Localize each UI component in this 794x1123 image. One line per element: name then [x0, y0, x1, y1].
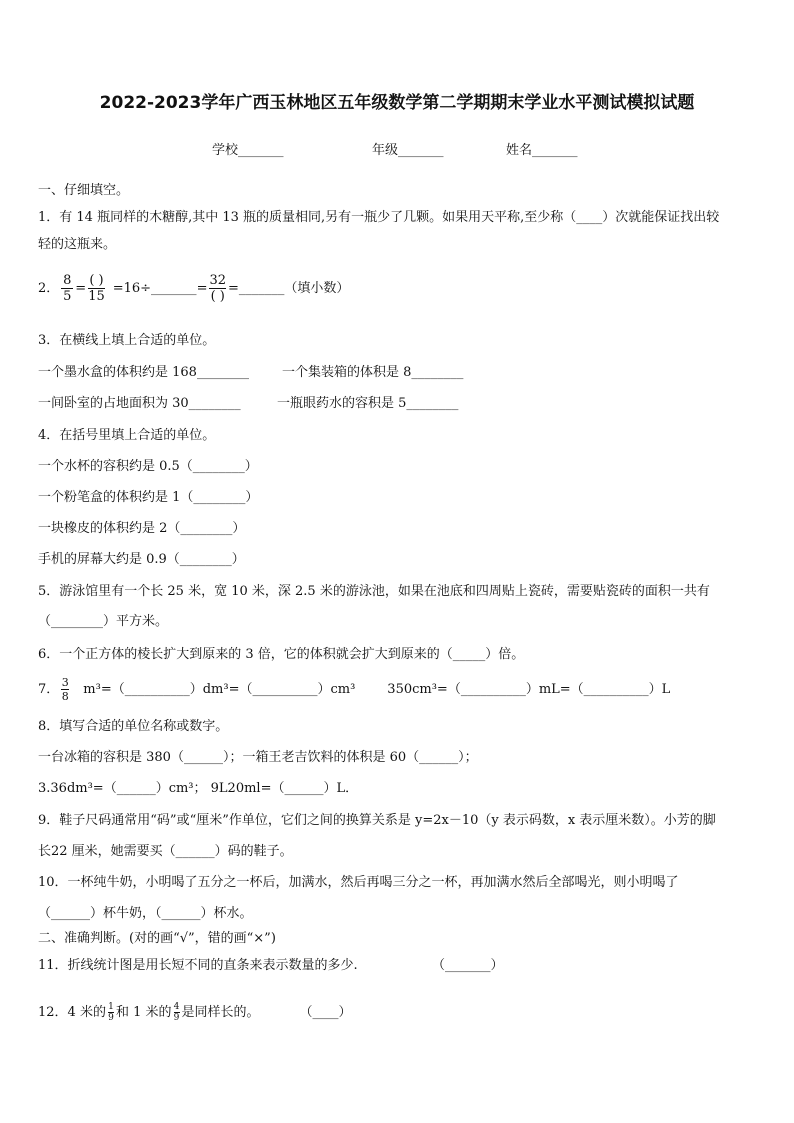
question-3: 3．在横线上填上合适的单位。: [38, 333, 216, 348]
equation-text: =16÷_______: [112, 280, 197, 296]
question-10: 10．一杯纯牛奶，小明喝了五分之一杯后，加满水，然后再喝三分之一杯，再加满水然后全部喝光，则小明喝了: [38, 875, 679, 890]
question-4: 4．在括号里填上合适的单位。: [38, 428, 216, 443]
grade-field[interactable]: 年级_______: [372, 143, 444, 158]
question-4-b: 一个粉笔盒的体积约是 1（________）: [38, 490, 259, 505]
question-number: 2．: [38, 280, 60, 296]
question-number: 7．: [38, 681, 60, 697]
question-4-c: 一块橡皮的体积约是 2（________）: [38, 521, 246, 536]
question-12: [38, 1002, 352, 1023]
conversion-2: 350cm³=（__________）mL=（__________）L: [387, 681, 671, 697]
fraction: $\frac{4}{9}$: [173, 1002, 180, 1023]
question-5: 5．游泳馆里有一个长 25 米，宽 10 米，深 2.5 米的游泳池，如果在池底和四周贴上瓷砖，需要贴瓷砖的面积一共有: [38, 584, 710, 599]
answer-blank[interactable]: （_______）: [432, 958, 504, 973]
question-8-a: 一台冰箱的容积是 380（______）；一箱王老吉饮料的体积是 60（______）；: [38, 750, 478, 765]
question-4-d: 手机的屏幕大约是 0.9（________）: [38, 552, 245, 567]
page-title: 2022-2023学年广西玉林地区五年级数学第二学期期末学业水平测试模拟试题: [99, 93, 695, 113]
fraction: $\frac{1}{9}$: [108, 1002, 114, 1023]
section-heading: 二、准确判断。(对的画“√”，错的画“×”): [38, 931, 276, 946]
question-2: 2． $\frac{8}{5}$ = $\frac{( )}{15}$ =16÷_______ = $\frac{32}{( )}$ =_______（填小数）: [38, 273, 350, 304]
section-heading: 一、仔细填空。: [38, 183, 130, 198]
question-6: 6．一个正方体的棱长扩大到原来的 3 倍，它的体积就会扩大到原来的（_____）倍。: [38, 647, 525, 662]
question-4-a: 一个水杯的容积约是 0.5（________）: [38, 459, 258, 474]
question-9-cont: 长22 厘米，她需要买（______）码的鞋子。: [38, 844, 293, 859]
question-1-cont: 轻的这瓶来。: [38, 237, 117, 252]
question-text: 12．4 米的: [38, 1004, 106, 1020]
fraction: $\frac{3}{8}$: [61, 676, 69, 703]
question-3-d: 一瓶眼药水的容积是 5________: [277, 396, 459, 411]
question-3-b: 一个集装箱的体积是 8________: [282, 365, 464, 380]
question-text: 是同样长的。: [181, 1004, 260, 1020]
school-field[interactable]: 学校_______: [212, 143, 284, 158]
question-1: 1．有 14 瓶同样的木糖醇,其中 13 瓶的质量相同,另有一瓶少了几颗。如果用天平称,至少称（____）次就能保证找出较: [38, 210, 720, 225]
question-5-cont: （________）平方米。: [38, 614, 169, 629]
question-3-c: 一间卧室的占地面积为 30________: [38, 396, 241, 411]
question-text: 和 1 米的: [115, 1004, 172, 1020]
question-11: 11．折线统计图是用长短不同的直条来表示数量的多少.: [38, 958, 358, 973]
question-7: [38, 676, 670, 703]
fraction: $\frac{32}{( )}$: [209, 273, 227, 304]
equation-text: =_______（填小数）: [228, 280, 350, 296]
answer-blank[interactable]: （____）: [299, 1004, 352, 1020]
question-3-a: 一个墨水盒的体积约是 168________: [38, 365, 249, 380]
question-10-cont: （______）杯牛奶，（______）杯水。: [38, 906, 253, 921]
question-9: 9．鞋子尺码通常用“码”或“厘米”作单位，它们之间的换算关系是 y=2x－10（y 表示码数，x 表示厘米数）。小芳的脚: [38, 813, 716, 828]
fraction: $\frac{8}{5}$: [63, 273, 72, 304]
name-field[interactable]: 姓名_______: [506, 143, 578, 158]
question-8: 8．填写合适的单位名称或数字。: [38, 719, 229, 734]
fraction: $\frac{( )}{15}$: [88, 273, 105, 304]
conversion-1: m³=（__________）dm³=（__________）cm³: [83, 681, 356, 697]
question-8-b: 3.36dm³=（______）cm³； 9L20ml=（______）L．: [38, 781, 359, 796]
